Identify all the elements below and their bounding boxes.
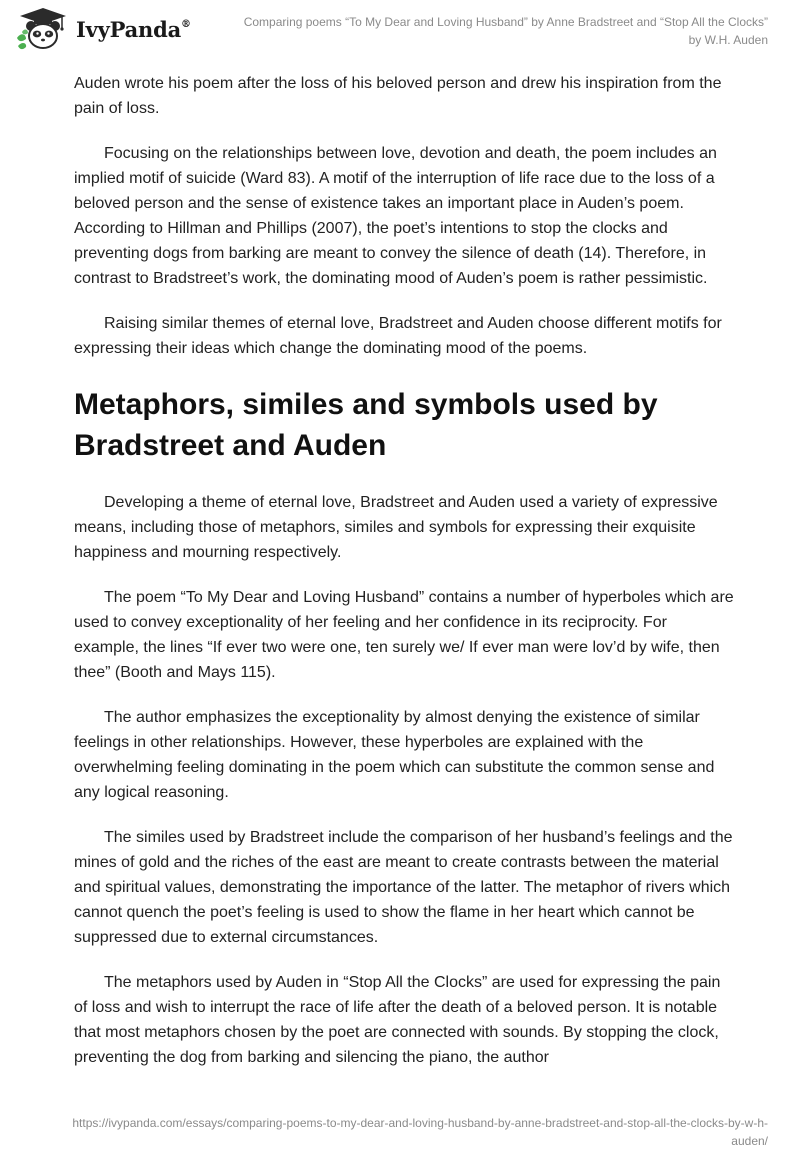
document-title-line-2: by W.H. Auden xyxy=(688,33,768,47)
section-heading: Metaphors, similes and symbols used by Bradstreet and Auden xyxy=(74,388,658,462)
paragraph: Auden wrote his poem after the loss of his beloved person and drew his inspiration from the pain of loss. xyxy=(74,75,722,117)
ivypanda-logo[interactable] xyxy=(14,6,191,52)
page-header xyxy=(0,0,800,60)
paragraph: The author emphasizes the exceptionality by almost denying the existence of similar feelings in other relationships. However, these hyperboles are explained with the overwhelming feeling dominating in the poem which can substitute the common sense and any logical reasoning. xyxy=(74,709,715,801)
paragraph: The metaphors used by Auden in “Stop All the Clocks” are used for expressing the pain of loss and wish to interrupt the race of life after the death of a beloved person. It is notable that most metaphors chosen by the poet are connected with sounds. By stopping the clock, preventing the dog from barking and silencing the piano, the author xyxy=(74,974,721,1066)
panda-graduate-icon xyxy=(14,6,72,52)
brand-name: IvyPanda® xyxy=(76,16,191,42)
paragraph: Developing a theme of eternal love, Bradstreet and Auden used a variety of expressive means, including those of metaphors, similes and symbols for expressing their exquisite happiness and mourning respectively. xyxy=(74,494,718,561)
document-title-line-1: Comparing poems “To My Dear and Loving Husband” by Anne Bradstreet and “Stop All the Clocks” xyxy=(243,15,768,29)
paragraph: Raising similar themes of eternal love, Bradstreet and Auden choose different motifs for expressing their ideas which change the dominating mood of the poems. xyxy=(74,315,722,357)
source-url-line-2: auden/ xyxy=(731,1134,768,1148)
source-url[interactable] xyxy=(28,1114,768,1150)
paragraph: The poem “To My Dear and Loving Husband” contains a number of hyperboles which are used to convey exceptionality of her feeling and her confidence in its reciprocity. For example, the lines “If ever two were one, ten surely we/ If ever man were lov’d by wife, then thee” (Booth and Mays 115). xyxy=(74,589,734,681)
source-url-line-1: https://ivypanda.com/essays/comparing-poems-to-my-dear-and-loving-husband-by-anne-bradstreet-and-stop-all-the-clocks-by-w-h- xyxy=(72,1116,768,1130)
document-title xyxy=(188,13,768,49)
paragraph: Focusing on the relationships between love, devotion and death, the poem includes an implied motif of suicide (Ward 83). A motif of the interruption of life race due to the loss of a beloved person and the sense of existence takes an important place in Auden’s poem. According to Hillman and Phillips (2007), the poet’s intentions to stop the clocks and preventing dogs from barking are meant to convey the silence of death (14). Therefore, in contrast to Bradstreet’s work, the dominating mood of Auden’s poem is rather pessimistic. xyxy=(74,145,717,287)
paragraph: The similes used by Bradstreet include the comparison of her husband’s feelings and the mines of gold and the riches of the east are meant to create contrasts between the material and spiritual values, demonstrating the importance of the latter. The metaphor of rivers which cannot quench the poet’s feeling is used to show the flame in her heart which cannot be suppressed due to external circumstances. xyxy=(74,829,733,946)
essay-content xyxy=(74,71,734,1090)
